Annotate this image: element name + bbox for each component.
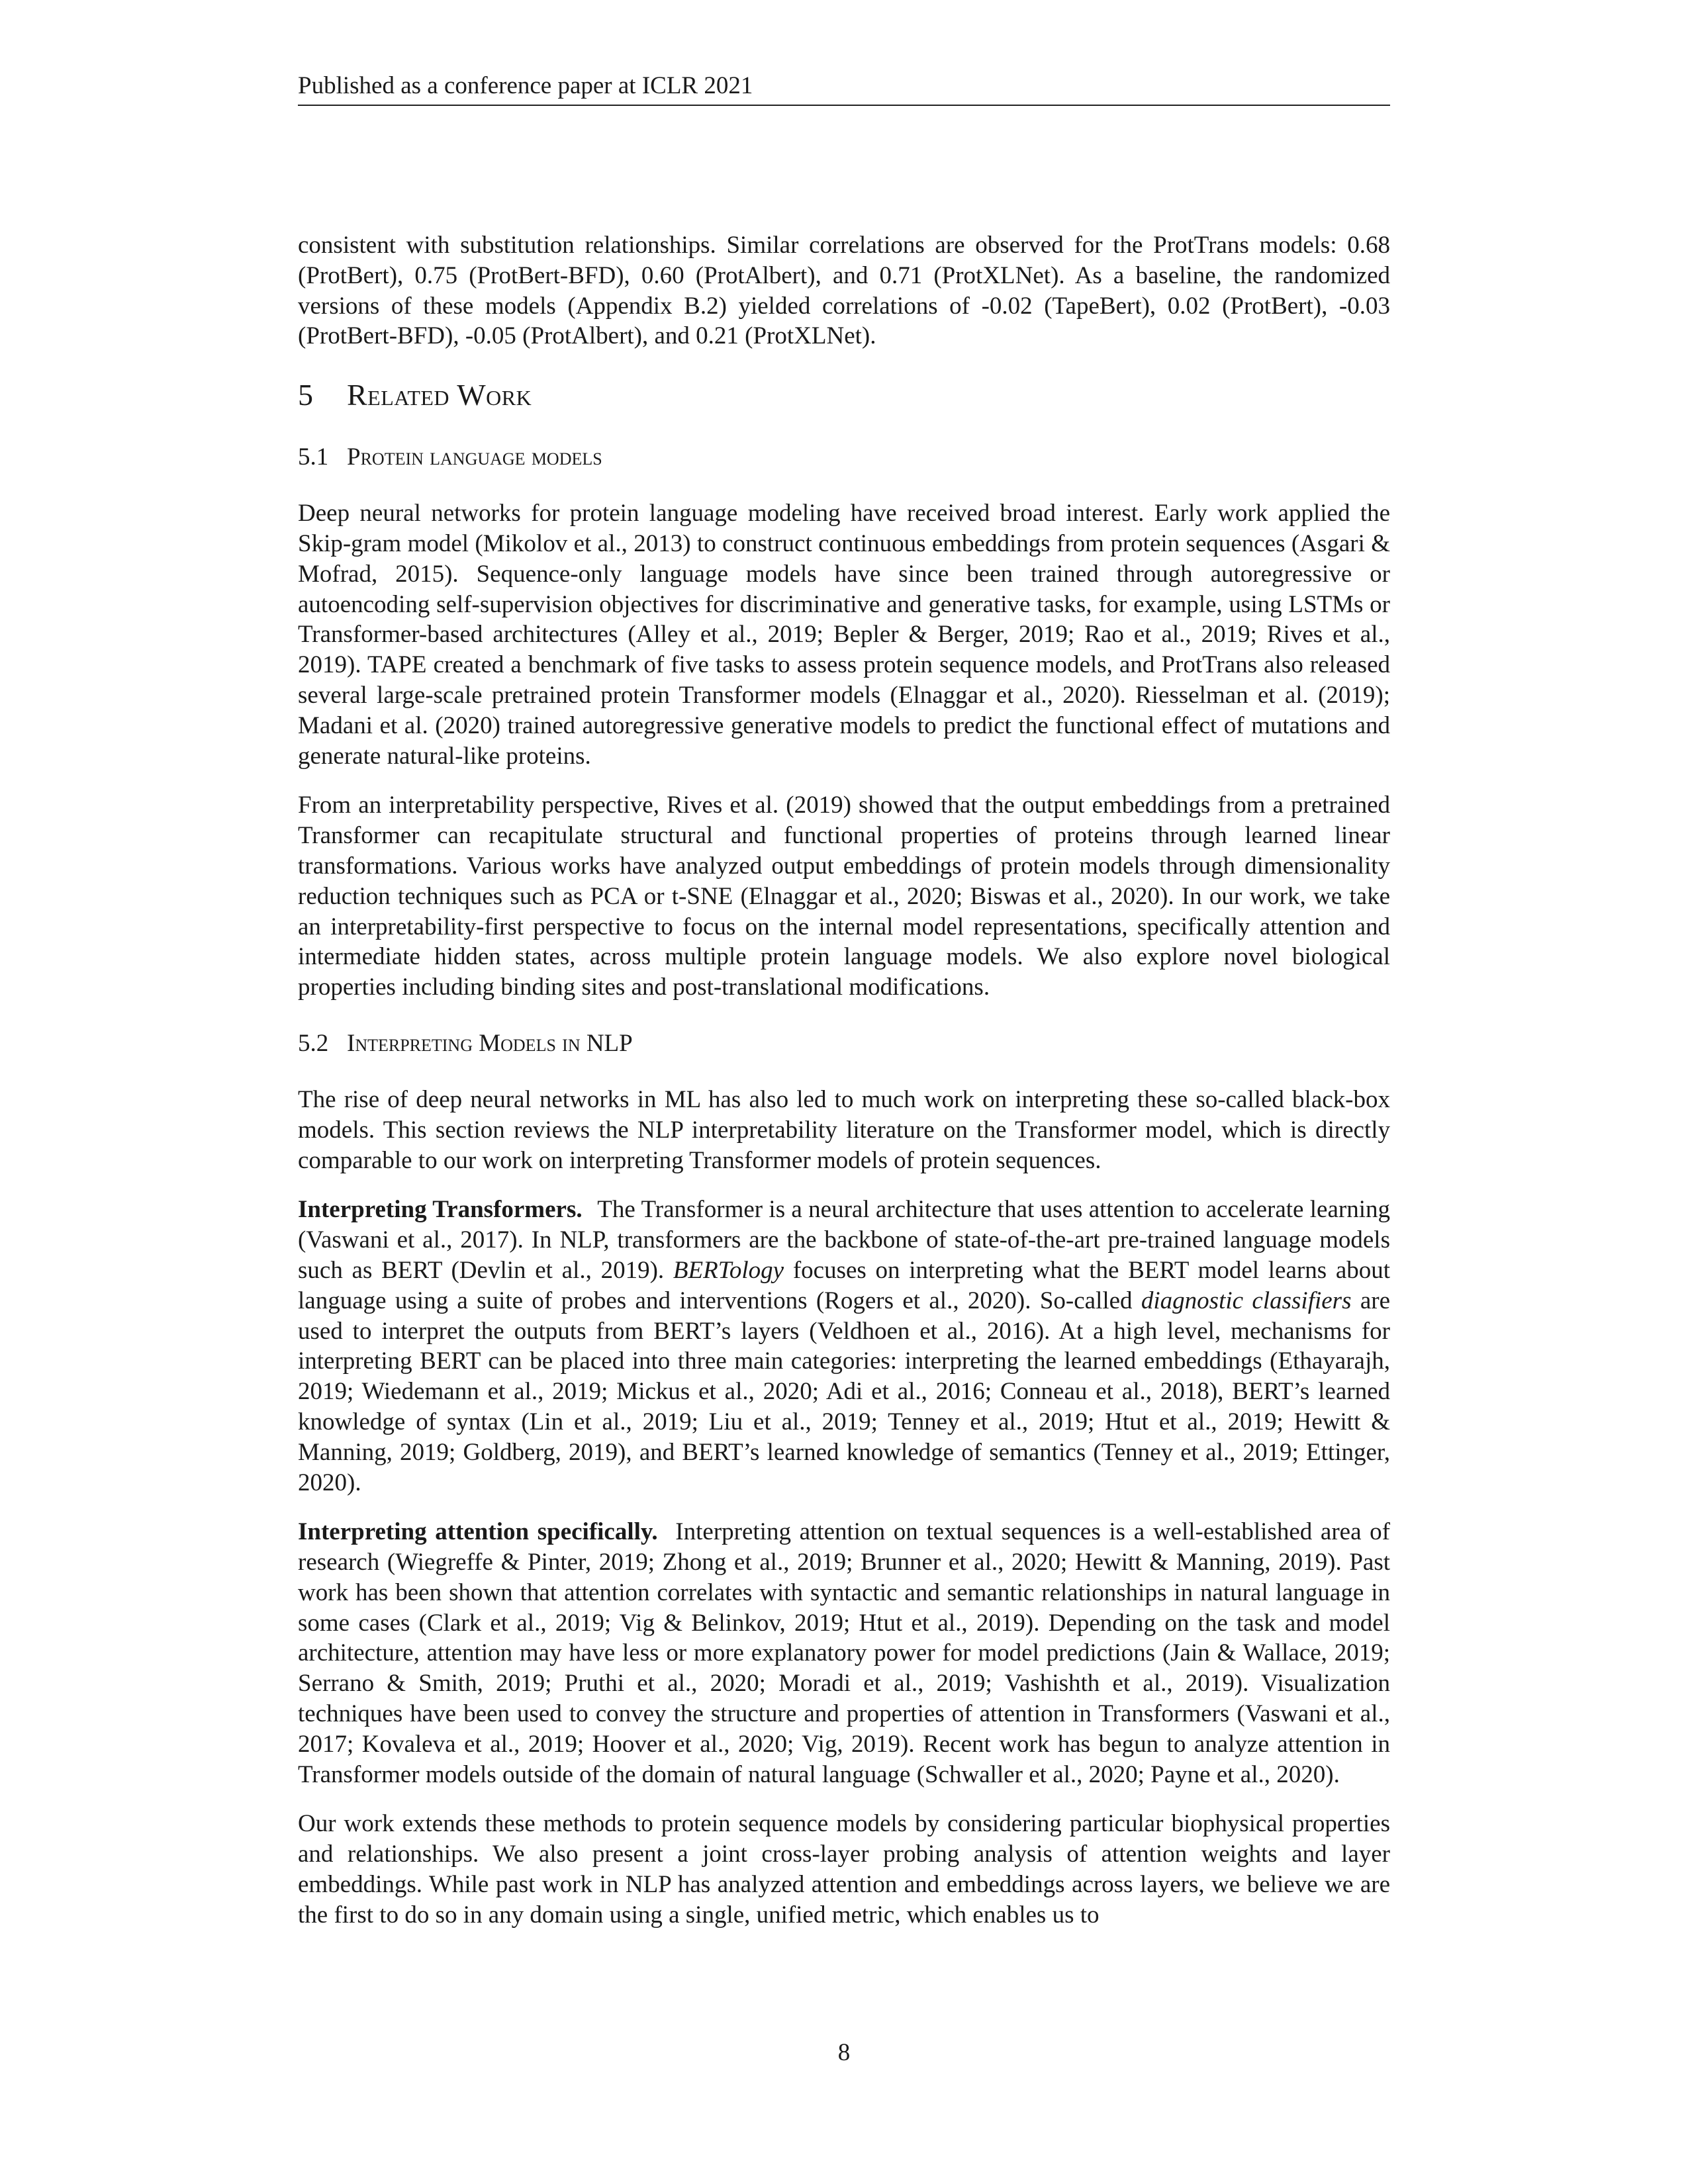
paragraph-text: Interpreting attention on textual sequences is a well-established area of research (Wiegreffe & Pinter, 2019; Zhong et al., 2019; Brunner et al., 2020; Hewitt & Manning, 2019). Past work has been shown that attention correlates with syntactic and semantic relationships in natural language in some cases (Clark et al., 2019; Vig & Belinkov, 2019; Htut et al., 2019). Depending on the task and model architecture, attention may have less or more explanatory power for model predictions (Jain & Wallace, 2019; Serrano & Smith, 2019; Pruthi et al., 2020; Moradi et al., 2019; Vashishth et al., 2019). Visualization techniques have been used to convey the structure and properties of attention in Transformers (Vaswani et al., 2017; Kovaleva et al., 2019; Hoover et al., 2020; Vig, 2019). Recent work has begun to analyze attention in Transformer models outside of the domain of natural language (Schwaller et al., 2020; Payne et al., 2020). — [298, 1518, 1390, 1788]
page-number: 8 — [837, 2039, 851, 2066]
section-title: Related Work — [347, 378, 532, 412]
paragraph-protein-lm-1: Deep neural networks for protein language modeling have received broad interest. Early work applied the Skip-gram model (Mikolov et al., 2013) to construct continuous embeddings from protein sequences (Asgari & Mofrad, 2015). Sequence-only language models have since been trained through autoregressive or autoencoding self-supervision objectives for discriminative and generative tasks, for example, using LSTMs or Transformer-based architectures (Alley et al., 2019; Bepler & Berger, 2019; Rao et al., 2019; Rives et al., 2019). TAPE created a benchmark of five tasks to assess protein sequence models, and ProtTrans also released several large-scale pretrained protein Transformer models (Elnaggar et al., 2020). Riesselman et al. (2019); Madani et al. (2020) trained autoregressive generative models to predict the functional effect of mutations and generate natural-like proteins. — [298, 500, 1390, 770]
paragraph-interpreting-attention — [298, 1517, 1390, 1790]
subsection-title: Protein language models — [347, 443, 602, 471]
subsection-number: 5.2 — [298, 1029, 329, 1057]
subsection-heading-interpreting-nlp — [298, 1029, 1390, 1058]
main-content — [298, 230, 1390, 1950]
paragraph-text: focuses on interpreting what the BERT model learns about language using a suite of probes and interventions (Rogers et al., 2020). So-called — [298, 1256, 1391, 1314]
paragraph-nlp-1: The rise of deep neural networks in ML has also led to much work on interpreting these so-called black-box models. This section reviews the NLP interpretability literature on the Transformer model, which is directly comparable to our work on interpreting Transformer models of protein sequences. — [298, 1085, 1390, 1174]
emphasis-term: diagnostic classifiers — [1141, 1287, 1352, 1314]
paragraph-text: The Transformer is a neural architecture that uses attention to accelerate learning (Vaswani et al., 2017). In NLP, transformers are the backbone of state-of-the-art pre-trained language models such as BERT (Devlin et al., 2019). — [298, 1196, 1390, 1284]
running-head: Published as a conference paper at ICLR 2021 — [298, 71, 1390, 106]
emphasis-term: BERTology — [673, 1256, 784, 1284]
paragraph-protein-lm-2: From an interpretability perspective, Rives et al. (2019) showed that the output embeddings from a pretrained Transformer can recapitulate structural and functional properties of proteins through learned linear transformations. Various works have analyzed output embeddings of protein models through dimensionality reduction techniques such as PCA or t-SNE (Elnaggar et al., 2020; Biswas et al., 2020). In our work, we take an interpretability-first perspective to focus on the internal model representations, specifically attention and intermediate hidden states, across multiple protein language models. We also explore novel biological properties including binding sites and post-translational modifications. — [298, 792, 1390, 1001]
subsection-title: Interpreting Models in NLP — [347, 1029, 633, 1057]
section-number: 5 — [298, 378, 314, 412]
paragraph-our-work: Our work extends these methods to protein sequence models by considering particular biophysical properties and relationships. We also present a joint cross-layer probing analysis of attention weights and layer embeddings. While past work in NLP has analyzed attention and embeddings across layers, we believe we are the first to do so in any domain using a single, unified metric, which enables us to — [298, 1810, 1390, 1929]
subsection-number: 5.1 — [298, 443, 329, 471]
intro-paragraph: consistent with substitution relationships. Similar correlations are observed for the ProtTrans models: 0.68 (ProtBert), 0.75 (ProtBert-BFD), 0.60 (ProtAlbert), and 0.71 (ProtXLNet). As a baseline, the randomized versions of these models (Appendix B.2) yielded correlations of -0.02 (TapeBert), 0.02 (ProtBert), -0.03 (ProtBert-BFD), -0.05 (ProtAlbert), and 0.21 (ProtXLNet). — [298, 232, 1390, 350]
subsection-heading-protein-language-models — [298, 443, 1390, 472]
runin-heading: Interpreting Transformers. — [298, 1196, 583, 1224]
runin-heading: Interpreting attention specifically. — [298, 1518, 658, 1546]
paragraph-interpreting-transformers — [298, 1195, 1390, 1498]
section-heading-related-work — [298, 377, 1390, 414]
paragraph-text: are used to interpret the outputs from BERT’s layers (Veldhoen et al., 2016). At a high level, mechanisms for interpreting BERT can be placed into three main categories: interpreting the learned embeddings (Ethayarajh, 2019; Wiedemann et al., 2019; Mickus et al., 2020; Adi et al., 2016; Conneau et al., 2018), BERT’s learned knowledge of syntax (Lin et al., 2019; Liu et al., 2019; Tenney et al., 2019; Htut et al., 2019; Hewitt & Manning, 2019; Goldberg, 2019), and BERT’s learned knowledge of semantics (Tenney et al., 2019; Ettinger, 2020). — [298, 1287, 1390, 1496]
